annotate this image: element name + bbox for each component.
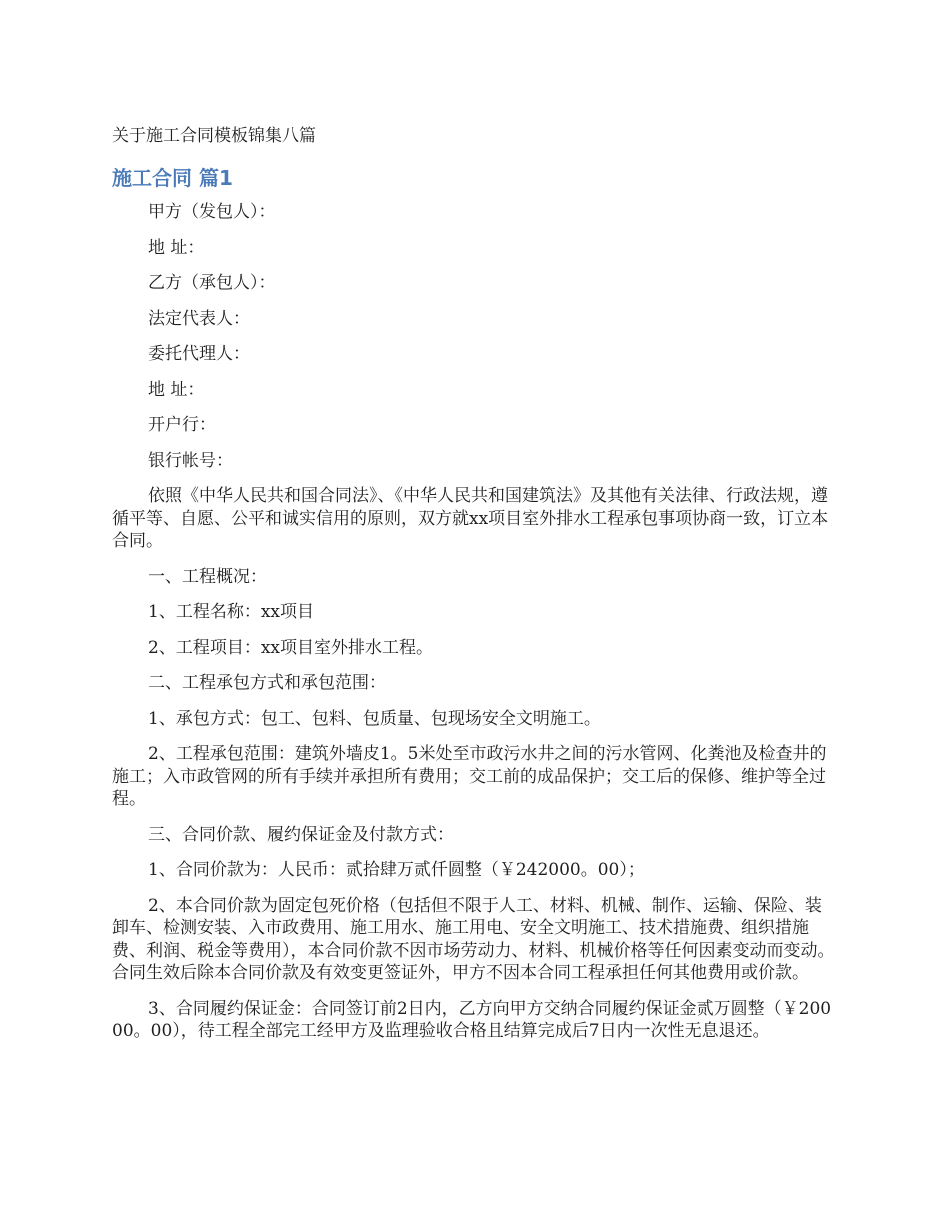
- party-a-address-label: 地 址：: [148, 237, 205, 258]
- clause-performance-bond: 3、合同履约保证金：合同签订前2日内，乙方向甲方交纳合同履约保证金贰万圆整（￥20000。00），待工程全部完工经甲方及监理验收合格且结算完成后7日内一次性无息退还。: [112, 998, 832, 1041]
- party-b-label: 乙方（承包人）：: [148, 273, 276, 293]
- clause-heading-price-payment: 三、合同价款、履约保证金及付款方式：: [148, 824, 454, 845]
- authorized-agent-label: 委托代理人：: [148, 344, 250, 364]
- clause-contract-scope: 2、工程承包范围：建筑外墙皮1。5米处至市政污水井之间的污水管网、化粪池及检查井的施工；入市政管网的所有手续并承担所有费用；交工前的成品保护；交工后的保修、维护等全过程。: [112, 744, 827, 809]
- clause-project-item: 2、工程项目：xx项目室外排水工程。: [148, 637, 433, 658]
- clause-heading-project-overview: 一、工程概况：: [148, 566, 267, 587]
- bank-account-label: 银行帐号：: [148, 450, 233, 471]
- contract-preamble: 依照《中华人民共和国合同法》、《中华人民共和国建筑法》及其他有关法律、行政法规，遵循平等、自愿、公平和诚实信用的原则，双方就xx项目室外排水工程承包事项协商一致，订立本合同。: [112, 486, 829, 551]
- clause-fixed-price: 2、本合同价款为固定包死价格（包括但不限于人工、材料、机械、制作、运输、保险、装卸车、检测安装、入市政费用、施工用水、施工用电、安全文明施工、技术措施费、组织措施费、利润、税金等费用），本合同价款不因市场劳动力、材料、机械价格等任何因素变动而变动。合同生效后除本合同价款及有效变更签证外，甲方不因本合同工程承担任何其他费用或价款。: [112, 895, 835, 983]
- clause-heading-contract-scope: 二、工程承包方式和承包范围：: [148, 673, 386, 693]
- clause-contract-price: 1、合同价款为：人民币：贰拾肆万贰仟圆整（￥242000。00）；: [148, 860, 645, 880]
- party-b-address-label: 地 址：: [148, 379, 205, 400]
- party-a-label: 甲方（发包人）：: [148, 202, 276, 222]
- section-heading: 施工合同 篇1: [112, 166, 233, 190]
- legal-representative-label: 法定代表人：: [148, 308, 250, 329]
- bank-label: 开户行：: [148, 415, 216, 435]
- clause-contract-method: 1、承包方式：包工、包料、包质量、包现场安全文明施工。: [148, 708, 601, 729]
- clause-project-name: 1、工程名称：xx项目: [148, 602, 314, 622]
- document-title: 关于施工合同模板锦集八篇: [112, 126, 316, 146]
